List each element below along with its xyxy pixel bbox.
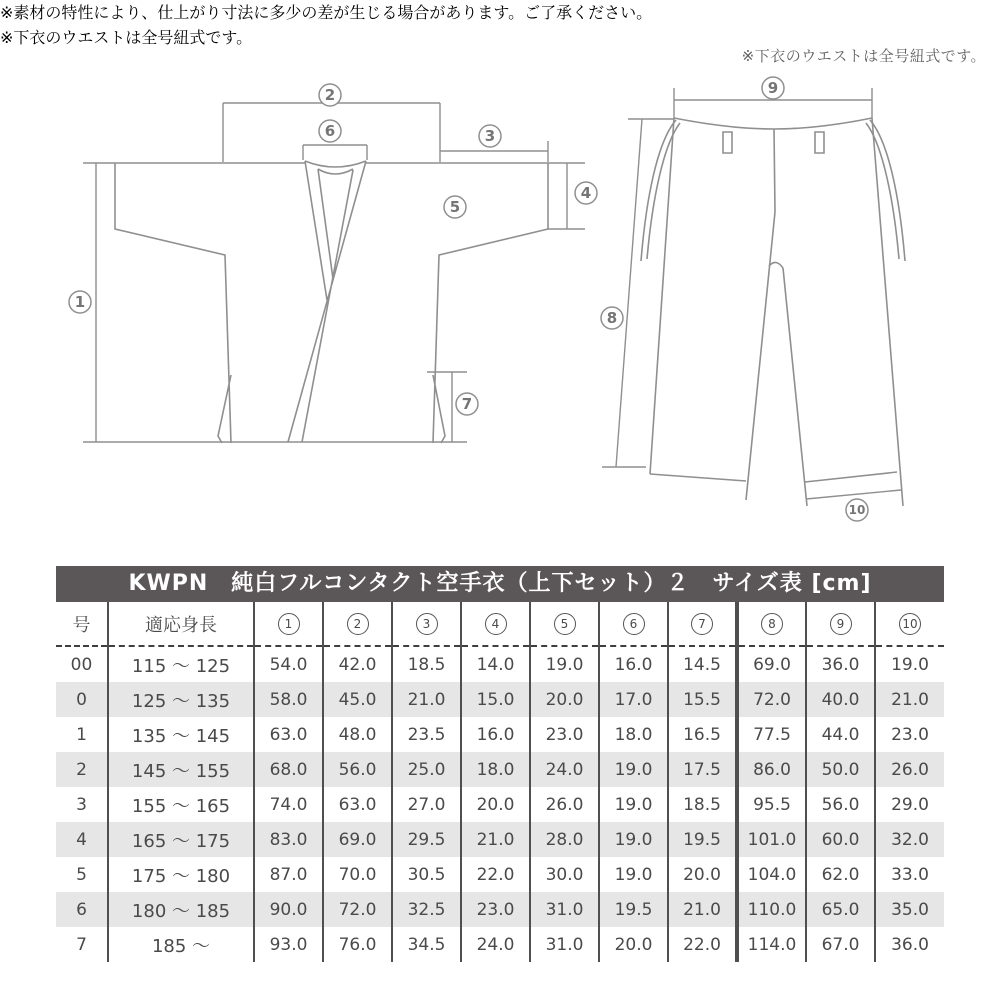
height-range-cell: 185 〜 [108, 927, 254, 962]
size-table-body [56, 646, 944, 962]
pants-drawstrings [641, 120, 905, 261]
measurement-cell: 30.0 [530, 857, 599, 892]
measurement-cell: 16.0 [599, 646, 668, 682]
col-header-10 [875, 602, 944, 646]
jacket-collar [288, 161, 366, 442]
measurement-cell: 36.0 [806, 646, 875, 682]
measurement-cell: 72.0 [737, 682, 806, 717]
jacket-diagram [83, 103, 585, 443]
measurement-cell: 60.0 [806, 822, 875, 857]
measurement-cell: 62.0 [806, 857, 875, 892]
dim-line-10-leg-opening [806, 490, 901, 499]
circled-number-6: 6 [623, 613, 645, 635]
measurement-cell: 65.0 [806, 892, 875, 927]
measurement-cell: 21.0 [461, 822, 530, 857]
size-table [56, 602, 944, 962]
col-header-size: 号 [56, 602, 108, 646]
measurement-cell: 19.0 [599, 857, 668, 892]
measurement-cell: 42.0 [323, 646, 392, 682]
measurement-cell: 18.5 [668, 787, 737, 822]
height-range-cell: 115 〜 125 [108, 646, 254, 682]
measurement-cell: 17.5 [668, 752, 737, 787]
measurement-cell: 15.0 [461, 682, 530, 717]
circled-number-9: 9 [830, 613, 852, 635]
measurement-cell: 56.0 [323, 752, 392, 787]
height-range-cell: 165 〜 175 [108, 822, 254, 857]
measurement-cell: 14.5 [668, 646, 737, 682]
measurement-cell: 19.0 [599, 822, 668, 857]
measurement-cell: 32.5 [392, 892, 461, 927]
measurement-cell: 18.5 [392, 646, 461, 682]
measurement-cell: 69.0 [323, 822, 392, 857]
measurement-cell: 21.0 [392, 682, 461, 717]
circled-number-4: 4 [485, 613, 507, 635]
measurement-cell: 48.0 [323, 717, 392, 752]
measurement-cell: 77.5 [737, 717, 806, 752]
measurement-cell: 20.0 [461, 787, 530, 822]
size-table-section [56, 566, 944, 962]
pants-diagram [602, 88, 905, 506]
measurement-cell: 23.0 [530, 717, 599, 752]
measurement-cell: 69.0 [737, 646, 806, 682]
circled-number-5: 5 [554, 613, 576, 635]
measurement-cell: 33.0 [875, 857, 944, 892]
callout-2-number: 2 [324, 86, 336, 104]
measurement-cell: 29.5 [392, 822, 461, 857]
waist-note-top: ※下衣のウエストは全号紐式です。 [741, 47, 986, 65]
measurement-cell: 20.0 [599, 927, 668, 962]
col-header-1 [254, 602, 323, 646]
measurement-cell: 58.0 [254, 682, 323, 717]
col-header-height: 適応身長 [108, 602, 254, 646]
pants-left-leg [650, 118, 775, 500]
measurement-cell: 19.0 [599, 752, 668, 787]
measurement-cell: 104.0 [737, 857, 806, 892]
table-title-bar [56, 566, 944, 602]
size-cell: 4 [76, 829, 87, 850]
measurement-cell: 34.5 [392, 927, 461, 962]
measurement-cell: 95.5 [737, 787, 806, 822]
measurement-cell: 15.5 [668, 682, 737, 717]
measurement-cell: 101.0 [737, 822, 806, 857]
size-cell: 0 [76, 689, 87, 710]
measurement-cell: 23.5 [392, 717, 461, 752]
measurement-cell: 31.0 [530, 927, 599, 962]
height-range-cell: 135 〜 145 [108, 717, 254, 752]
table-row [56, 857, 944, 892]
callout-5-number: 5 [449, 198, 461, 216]
size-cell: 7 [76, 934, 87, 955]
measurement-cell: 24.0 [461, 927, 530, 962]
measurement-cell: 26.0 [875, 752, 944, 787]
col-header-9 [806, 602, 875, 646]
measurement-cell: 70.0 [323, 857, 392, 892]
measurement-cell: 54.0 [254, 646, 323, 682]
callout-4-number: 4 [580, 184, 592, 202]
measurement-cell: 24.0 [530, 752, 599, 787]
measurement-cell: 29.0 [875, 787, 944, 822]
size-cell: 3 [76, 794, 87, 815]
col-header-2 [323, 602, 392, 646]
height-range-cell: 155 〜 165 [108, 787, 254, 822]
col-header-6 [599, 602, 668, 646]
measurement-cell: 19.0 [875, 646, 944, 682]
diagram-callouts [69, 77, 868, 521]
table-row [56, 787, 944, 822]
callout-8-number: 8 [606, 309, 618, 327]
size-cell: 6 [76, 899, 87, 920]
measurement-cell: 63.0 [254, 717, 323, 752]
measurement-cell: 44.0 [806, 717, 875, 752]
measurement-cell: 35.0 [875, 892, 944, 927]
measurement-cell: 45.0 [323, 682, 392, 717]
measurement-cell: 40.0 [806, 682, 875, 717]
measurement-cell: 28.0 [530, 822, 599, 857]
size-cell: 00 [70, 654, 93, 675]
height-range-cell: 180 〜 185 [108, 892, 254, 927]
measurement-cell: 23.0 [875, 717, 944, 752]
measurement-cell: 68.0 [254, 752, 323, 787]
table-header-row [56, 602, 944, 646]
measurement-cell: 31.0 [530, 892, 599, 927]
pants-waistband [628, 118, 872, 129]
measurement-cell: 50.0 [806, 752, 875, 787]
height-range-cell: 175 〜 180 [108, 857, 254, 892]
measurement-cell: 93.0 [254, 927, 323, 962]
circled-number-3: 3 [416, 613, 438, 635]
measurement-cell: 83.0 [254, 822, 323, 857]
measurement-cell: 18.0 [461, 752, 530, 787]
table-row [56, 927, 944, 962]
measurement-cell: 21.0 [875, 682, 944, 717]
measurement-cell: 36.0 [875, 927, 944, 962]
measurement-cell: 14.0 [461, 646, 530, 682]
table-row [56, 892, 944, 927]
measurement-cell: 86.0 [737, 752, 806, 787]
col-header-5 [530, 602, 599, 646]
measurement-cell: 16.5 [668, 717, 737, 752]
material-note-line1: ※素材の特性により、仕上がり寸法に多少の差が生じる場合があります。ご了承ください。 [0, 3, 653, 22]
circled-number-7: 7 [691, 613, 713, 635]
dim-line-8-pants-length [602, 119, 646, 467]
measurement-cell: 21.0 [668, 892, 737, 927]
measurement-cell: 19.0 [530, 646, 599, 682]
circled-number-10: 10 [899, 613, 921, 635]
callout-6-number: 6 [324, 122, 336, 140]
circled-number-8: 8 [761, 613, 783, 635]
measurement-cell: 26.0 [530, 787, 599, 822]
measurement-cell: 20.0 [668, 857, 737, 892]
col-header-8 [737, 602, 806, 646]
callout-3-number: 3 [484, 127, 496, 145]
measurement-cell: 72.0 [323, 892, 392, 927]
jacket-left-sleeve-body [115, 163, 231, 443]
pants-crotch-curve [769, 262, 783, 268]
table-row [56, 717, 944, 752]
measurement-cell: 22.0 [668, 927, 737, 962]
callout-10-number: 10 [848, 503, 866, 517]
circled-number-1: 1 [278, 613, 300, 635]
dim-line-6-collar-width [303, 145, 367, 160]
measurement-cell: 56.0 [806, 787, 875, 822]
measurement-cell: 87.0 [254, 857, 323, 892]
measurement-cell: 30.5 [392, 857, 461, 892]
measurement-cell: 22.0 [461, 857, 530, 892]
measurement-cell: 20.0 [530, 682, 599, 717]
table-row [56, 822, 944, 857]
col-header-7 [668, 602, 737, 646]
col-header-3 [392, 602, 461, 646]
material-note-line2: ※下衣のウエストは全号紐式です。 [0, 28, 253, 47]
table-row [56, 682, 944, 717]
measurement-cell: 76.0 [323, 927, 392, 962]
callout-7-number: 7 [461, 395, 473, 413]
table-row [56, 752, 944, 787]
measurement-cell: 19.0 [599, 787, 668, 822]
pants-right-leg [783, 118, 903, 506]
measurement-cell: 27.0 [392, 787, 461, 822]
measurement-cell: 23.0 [461, 892, 530, 927]
size-cell: 2 [76, 759, 87, 780]
measurement-cell: 32.0 [875, 822, 944, 857]
measurement-cell: 110.0 [737, 892, 806, 927]
measurement-cell: 17.0 [599, 682, 668, 717]
measurement-cell: 67.0 [806, 927, 875, 962]
measurement-cell: 18.0 [599, 717, 668, 752]
height-range-cell: 145 〜 155 [108, 752, 254, 787]
measurement-cell: 74.0 [254, 787, 323, 822]
measurement-cell: 90.0 [254, 892, 323, 927]
measurement-cell: 63.0 [323, 787, 392, 822]
size-cell: 5 [76, 864, 87, 885]
measurement-cell: 16.0 [461, 717, 530, 752]
table-row [56, 646, 944, 682]
circled-number-2: 2 [347, 613, 369, 635]
callout-9-number: 9 [767, 79, 779, 97]
measurement-cell: 19.5 [599, 892, 668, 927]
callout-1-number: 1 [74, 293, 86, 311]
measurement-cell: 25.0 [392, 752, 461, 787]
table-title: KWPN 純白フルコンタクト空手衣（上下セット）２ サイズ表 [cm] [128, 571, 872, 596]
height-range-cell: 125 〜 135 [108, 682, 254, 717]
measurement-cell: 19.5 [668, 822, 737, 857]
col-header-4 [461, 602, 530, 646]
measurement-cell: 114.0 [737, 927, 806, 962]
size-cell: 1 [76, 724, 87, 745]
